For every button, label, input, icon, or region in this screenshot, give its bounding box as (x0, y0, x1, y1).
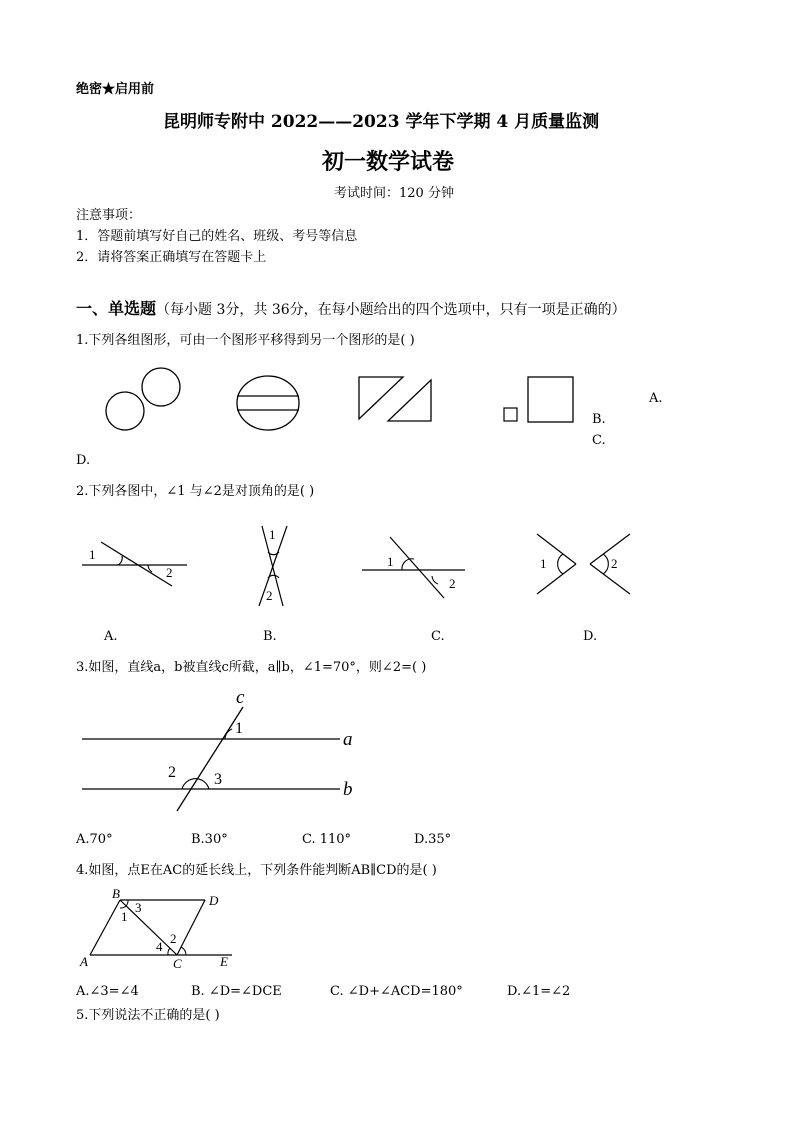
option-label: B. (263, 629, 277, 644)
option-label: A. (649, 391, 663, 406)
label-c: c (236, 687, 245, 708)
segment-BC (120, 900, 177, 955)
option-label: C. (431, 629, 445, 644)
angle-label: 2 (168, 764, 176, 781)
note-item: 1．答题前填写好自己的姓名、班级、考号等信息 (76, 229, 358, 244)
segment-AB (90, 900, 120, 955)
option-label: D.∠1=∠2 (507, 984, 571, 999)
section-title: 一、单选题 (76, 299, 157, 318)
exam-time: 考试时间：120 分钟 (334, 186, 454, 201)
question-stem: 4.如图，点E在AC的延长线上，下列条件能判断AB∥CD的是( ) (76, 863, 437, 878)
section-description: （每小题 3分，共 36分，在每小题给出的四个选项中，只有一项是正确的） (156, 302, 626, 318)
angle-label: 1 (540, 556, 547, 571)
option-label: A. (104, 629, 118, 644)
label-a: a (343, 729, 353, 750)
point-label: B (112, 886, 120, 901)
note-item: 2．请将答案正确填写在答题卡上 (76, 250, 267, 265)
angle-label: 2 (266, 588, 273, 603)
point-label: C (173, 956, 182, 971)
angle-label: 1 (235, 720, 243, 737)
angle-label: 1 (121, 909, 128, 924)
angle-label: 3 (135, 900, 142, 915)
option-label: C. 110° (302, 832, 352, 847)
option-label: B. (592, 412, 606, 427)
angle-label: 2 (449, 576, 456, 591)
angle-label: 2 (170, 931, 177, 946)
point-label: D (209, 893, 219, 908)
option-label: C. (592, 433, 606, 448)
label-b: b (343, 779, 353, 800)
point-label: E (220, 954, 228, 969)
option-label: A.70° (76, 832, 113, 847)
angle-label: 3 (214, 771, 222, 788)
question-stem: 3.如图，直线a，b被直线c所截，a∥b，∠1=70°，则∠2=( ) (76, 660, 427, 675)
angle-label: 1 (89, 547, 96, 562)
question-stem: 5.下列说法不正确的是( ) (76, 1008, 220, 1023)
question-stem: 1.下列各组图形，可由一个图形平移得到另一个图形的是( ) (76, 333, 415, 348)
secret-label: 绝密★启用前 (76, 82, 155, 97)
angle-label: 4 (156, 939, 163, 954)
school-title: 昆明师专附中 2022——2023 学年下学期 4 月质量监测 (163, 112, 600, 132)
point-label: A (80, 954, 88, 969)
angle-label: 1 (269, 527, 276, 542)
option-label: B.30° (191, 832, 228, 847)
option-label: D.35° (414, 832, 452, 847)
exam-title: 初一数学试卷 (322, 149, 455, 175)
angle-label: 2 (166, 565, 173, 580)
option-label: D. (583, 629, 598, 644)
angle-label: 2 (611, 556, 618, 571)
notes-heading: 注意事项： (76, 208, 142, 223)
question-stem: 2.下列各图中，∠1 与∠2是对顶角的是( ) (76, 484, 315, 499)
option-label: B. ∠D=∠DCE (191, 984, 282, 999)
option-label: C. ∠D+∠ACD=180° (330, 984, 463, 999)
option-label: A.∠3=∠4 (76, 984, 139, 999)
angle-label: 1 (387, 554, 394, 569)
option-label: D. (76, 453, 91, 468)
